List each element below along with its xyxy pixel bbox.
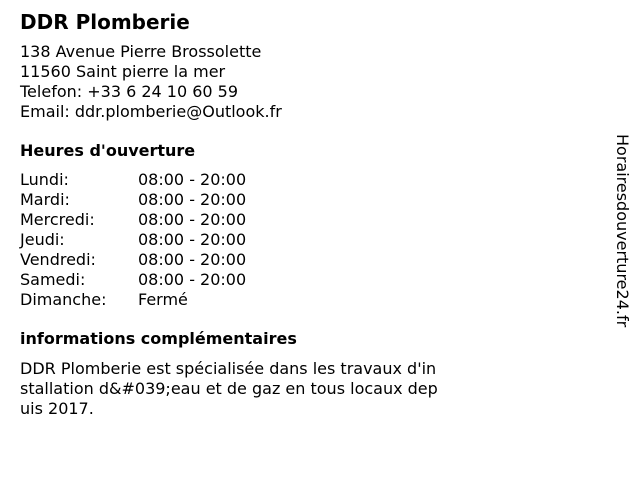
hours-row-tuesday — [20, 190, 610, 210]
hours-time: 08:00 - 20:00 — [138, 170, 247, 189]
business-description: DDR Plomberie est spécialisée dans les travaux d'installation d&#039;eau et de gaz en tous locaux depuis 2017. — [20, 359, 438, 418]
hours-day: Jeudi: — [20, 230, 65, 249]
hours-day: Mercredi: — [20, 210, 95, 229]
hours-day: Samedi: — [20, 270, 86, 289]
hours-row-sunday — [20, 290, 610, 310]
hours-time: 08:00 - 20:00 — [138, 230, 247, 249]
hours-day: Dimanche: — [20, 290, 107, 309]
hours-table — [20, 170, 610, 310]
site-watermark: Horairesdouverture24.fr — [613, 134, 632, 328]
hours-time: 08:00 - 20:00 — [138, 210, 247, 229]
hours-time: Fermé — [138, 290, 188, 309]
hours-row-wednesday — [20, 210, 610, 230]
business-name: DDR Plomberie — [20, 10, 190, 34]
hours-heading: Heures d'ouverture — [20, 141, 196, 160]
hours-time: 08:00 - 20:00 — [138, 270, 247, 289]
hours-row-saturday — [20, 270, 610, 290]
hours-time: 08:00 - 20:00 — [138, 190, 247, 209]
info-heading: informations complémentaires — [20, 329, 297, 348]
hours-time: 08:00 - 20:00 — [138, 250, 247, 269]
hours-day: Mardi: — [20, 190, 70, 209]
business-card — [20, 8, 610, 419]
hours-row-thursday — [20, 230, 610, 250]
address-line-1: 138 Avenue Pierre Brossolette — [20, 42, 262, 61]
address-line-2: 11560 Saint pierre la mer — [20, 62, 226, 81]
hours-row-monday — [20, 170, 610, 190]
hours-day: Vendredi: — [20, 250, 96, 269]
email-address: Email: ddr.plomberie@Outlook.fr — [20, 102, 282, 121]
hours-day: Lundi: — [20, 170, 69, 189]
phone-number: Telefon: +33 6 24 10 60 59 — [20, 82, 239, 101]
hours-row-friday — [20, 250, 610, 270]
